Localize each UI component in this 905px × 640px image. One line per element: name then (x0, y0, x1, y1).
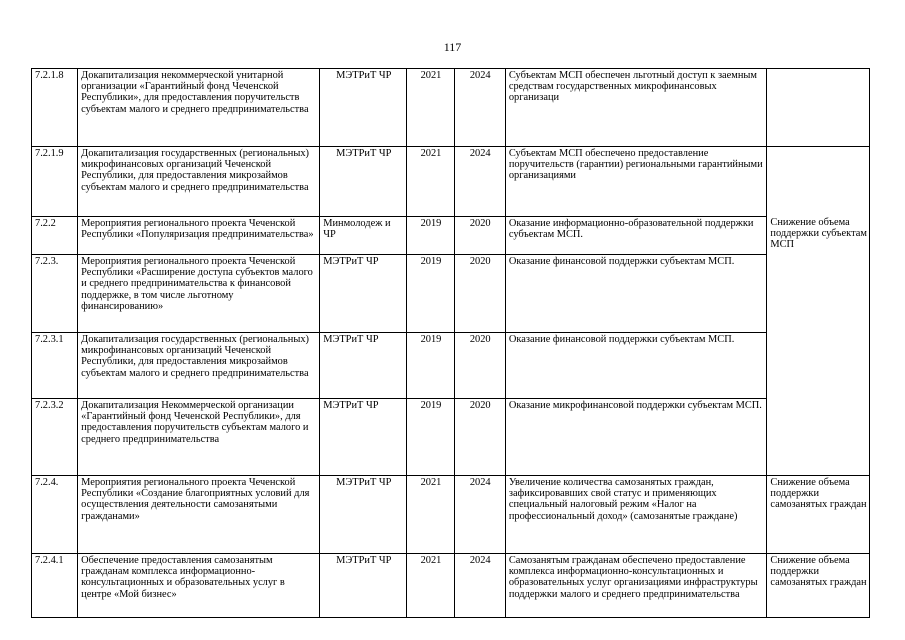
end-year: 2024 (454, 147, 505, 217)
expected-result: Самозанятым гражданам обеспечено предоставление комплекса информационно-консультационных и образовательных услуг организациями инфраструктуры поддержки малого и среднего предпринимательства (505, 554, 767, 618)
end-year: 2020 (454, 399, 505, 476)
page-number: 117 (443, 40, 462, 54)
table-row (32, 554, 870, 618)
start-year: 2021 (407, 554, 454, 618)
table-row (32, 333, 870, 399)
end-year: 2024 (454, 476, 505, 554)
start-year: 2021 (407, 476, 454, 554)
executor: Минмолодеж и ЧР (320, 217, 407, 255)
table-row (32, 147, 870, 217)
expected-result: Оказание финансовой поддержки субъектам МСП. (505, 255, 767, 333)
row-number: 7.2.1.9 (32, 147, 78, 217)
end-year: 2020 (454, 255, 505, 333)
measure-name: Обеспечение предоставления самозанятым гражданам комплекса информационно-консультационных и образовательных услуг в центре «Мой бизнес» (78, 554, 320, 618)
measure-name: Докапитализация некоммерческой унитарной организации «Гарантийный фонд Чеченской Республики», для предоставления поручительств субъектам малого и среднего предпринимательства (78, 69, 320, 147)
row-number: 7.2.1.8 (32, 69, 78, 147)
row-number: 7.2.2 (32, 217, 78, 255)
expected-result: Оказание финансовой поддержки субъектам МСП. (505, 333, 767, 399)
executor: МЭТРиТ ЧР (320, 69, 407, 147)
measure-name: Докапитализация государственных (региональных) микрофинансовых организаций Чеченской Республики, для предоставления микрозаймов субъектам малого и среднего предпринимательства (78, 333, 320, 399)
measure-name: Докапитализация Некоммерческой организации «Гарантийный фонд Чеченской Республики», для предоставления поручительств субъектам малого и среднего предпринимательства (78, 399, 320, 476)
measure-name: Мероприятия регионального проекта Чеченской Республики «Расширение доступа субъектов малого и среднего предпринимательства к финансовой поддержке, в том числе льготному финансированию» (78, 255, 320, 333)
row-number: 7.2.4.1 (32, 554, 78, 618)
table-row (32, 69, 870, 147)
end-year: 2024 (454, 554, 505, 618)
executor: МЭТРиТ ЧР (320, 255, 407, 333)
start-year: 2019 (407, 255, 454, 333)
measure-name: Докапитализация государственных (региональных) микрофинансовых организаций Чеченской Республики, для предоставления микрозаймов субъектам малого и среднего предпринимательства (78, 147, 320, 217)
start-year: 2019 (407, 399, 454, 476)
row-number: 7.2.3.1 (32, 333, 78, 399)
expected-result: Оказание информационно-образовательной поддержки субъектам МСП. (505, 217, 767, 255)
expected-result: Субъектам МСП обеспечен льготный доступ к заемным средствам государственных микрофинансовых организаци (505, 69, 767, 147)
row-number: 7.2.3.2 (32, 399, 78, 476)
start-year: 2021 (407, 69, 454, 147)
table-row (32, 399, 870, 476)
end-year: 2024 (454, 69, 505, 147)
start-year: 2019 (407, 217, 454, 255)
measure-name: Мероприятия регионального проекта Чеченской Республики «Создание благоприятных условий для осуществления деятельности самозанятыми гражданами» (78, 476, 320, 554)
expected-result: Субъектам МСП обеспечено предоставление поручительств (гарантии) региональными гарантийными организациями (505, 147, 767, 217)
executor: МЭТРиТ ЧР (320, 476, 407, 554)
row-number: 7.2.3. (32, 255, 78, 333)
executor: МЭТРиТ ЧР (320, 333, 407, 399)
risk-self-employed: Снижение объема поддержки самозанятых граждан (767, 554, 870, 618)
table-row (32, 217, 870, 255)
risk-msp: Снижение объема поддержки субъектам МСП (767, 147, 870, 476)
start-year: 2021 (407, 147, 454, 217)
table-row (32, 476, 870, 554)
measures-table (31, 68, 870, 618)
table-row (32, 255, 870, 333)
executor: МЭТРиТ ЧР (320, 399, 407, 476)
end-year: 2020 (454, 333, 505, 399)
risk-cell-empty (767, 69, 870, 147)
executor: МЭТРиТ ЧР (320, 147, 407, 217)
end-year: 2020 (454, 217, 505, 255)
start-year: 2019 (407, 333, 454, 399)
risk-self-employed: Снижение объема поддержки самозанятых граждан (767, 476, 870, 554)
row-number: 7.2.4. (32, 476, 78, 554)
expected-result: Увеличение количества самозанятых граждан, зафиксировавших свой статус и применяющих специальный налоговый режим «Налог на профессиональный доход» (самозанятые граждане) (505, 476, 767, 554)
measure-name: Мероприятия регионального проекта Чеченской Республики «Популяризация предпринимательства» (78, 217, 320, 255)
expected-result: Оказание микрофинансовой поддержки субъектам МСП. (505, 399, 767, 476)
executor: МЭТРиТ ЧР (320, 554, 407, 618)
